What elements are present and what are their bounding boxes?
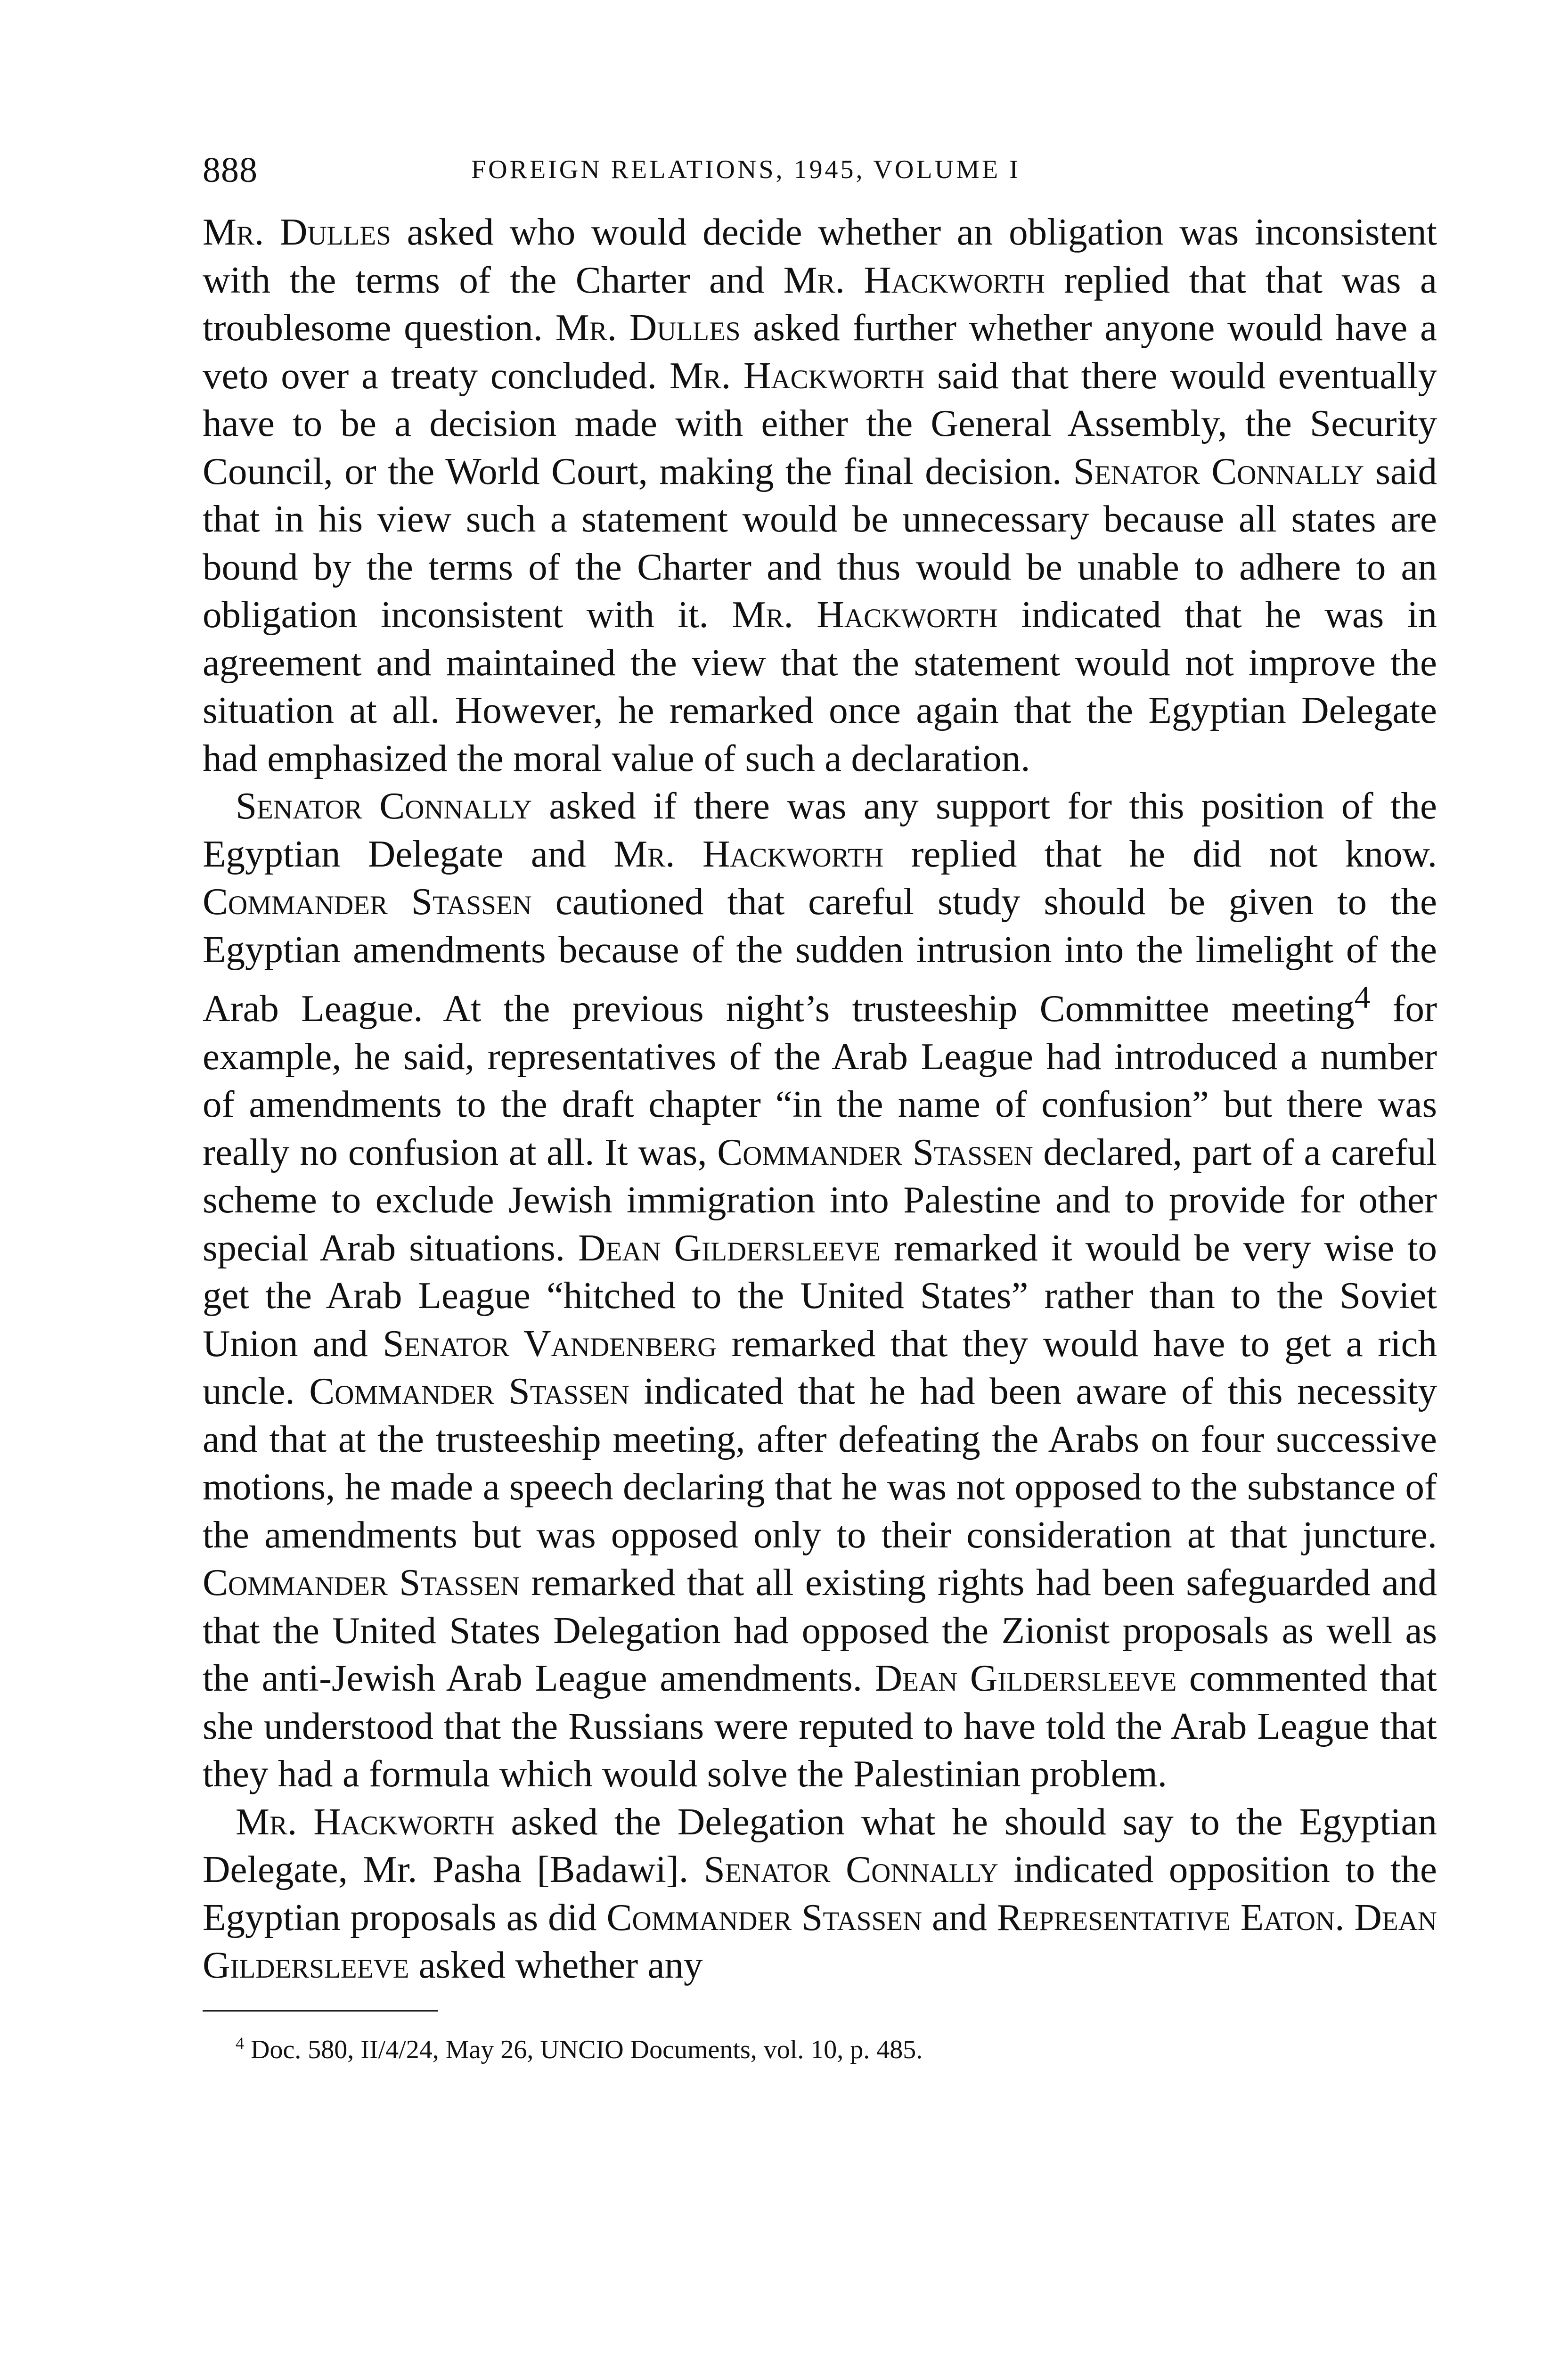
speaker-name: Mr. Hackworth xyxy=(613,832,884,875)
paragraph-text: for example, he said, representatives of the Arab League had introduced a number of amendments to the draft chapter “in the name of confusion” but there was really no confusion at all. It was, xyxy=(203,987,1437,1173)
paragraph-text: asked whether any xyxy=(409,1944,703,1986)
speaker-name: Mr. Hackworth xyxy=(236,1800,495,1843)
speaker-name: Mr. Hackworth xyxy=(783,258,1045,301)
running-title: FOREIGN RELATIONS, 1945, VOLUME I xyxy=(471,155,1021,184)
speaker-name: Mr. Dulles xyxy=(555,306,741,349)
paragraph-text: remarked that all existing rights had been safeguarded and that the United States Delegation had opposed the Zionist proposals as well as the anti-Jewish Arab League amendments. xyxy=(203,1561,1437,1699)
speaker-name: Representative Eaton xyxy=(996,1896,1335,1939)
paragraph-text: indicated opposition to the Egyptian proposals as did xyxy=(203,1848,1437,1939)
footnote-mark: 4 xyxy=(236,2033,244,2053)
paragraph-1 xyxy=(203,208,1437,782)
page-number: 888 xyxy=(203,150,258,190)
paragraph-text: asked if there was any support for this position of the Egyptian Delegate and xyxy=(203,785,1437,875)
paragraph-2 xyxy=(203,782,1437,1798)
paragraph-text: replied that that was a troublesome question. xyxy=(203,258,1437,349)
paragraph-text: asked who would decide whether an obligation was inconsistent with the terms of the Charter and xyxy=(203,211,1437,301)
footnote xyxy=(203,2028,1437,2065)
speaker-name: Mr. Hackworth xyxy=(669,354,925,397)
speaker-name: Commander Stassen xyxy=(606,1896,923,1939)
footnote-reference[interactable]: 4 xyxy=(1354,980,1371,1015)
speaker-name: Senator Connally xyxy=(703,1848,998,1890)
speaker-name: Commander Stassen xyxy=(309,1370,629,1412)
speaker-name: Senator Connally xyxy=(236,785,532,827)
speaker-name: Commander Stassen xyxy=(203,880,532,923)
paragraph-text: . xyxy=(1335,1896,1355,1939)
speaker-name: Dean Gildersleeve xyxy=(203,1896,1437,1986)
speaker-name: Dean Gildersleeve xyxy=(578,1226,881,1269)
paragraph-text: asked further whether anyone would have a veto over a treaty concluded. xyxy=(203,306,1437,397)
footnote-text: Doc. 580, II/4/24, May 26, UNCIO Documents, vol. 10, p. 485. xyxy=(244,2035,923,2064)
speaker-name: Dean Gildersleeve xyxy=(874,1657,1177,1699)
running-header xyxy=(203,150,1437,202)
document-page xyxy=(203,150,1437,2065)
paragraph-text: remarked it would be very wise to get the Arab League “hitched to the United States” rather than to the Soviet Union and xyxy=(203,1226,1437,1365)
paragraph-text: indicated that he was in agreement and maintained the view that the statement would not improve the situation at all. However, he remarked once again that the Egyptian Delegate had emphasized the moral value of such a declaration. xyxy=(203,593,1437,779)
paragraph-text: commented that she understood that the Russians were reputed to have told the Arab League that they had a formula which would solve the Palestinian problem. xyxy=(203,1657,1437,1795)
speaker-name: Commander Stassen xyxy=(717,1130,1033,1173)
paragraph-3 xyxy=(203,1798,1437,1989)
paragraph-text: remarked that they would have to get a rich uncle. xyxy=(203,1322,1437,1412)
paragraph-text: cautioned that careful study should be given to the Egyptian amendments because of the sudden intrusion into the limelight of the Arab League. At the previous night’s trusteeship Committee meeting xyxy=(203,880,1437,1030)
speaker-name: Senator Vandenberg xyxy=(383,1322,717,1365)
paragraph-text: indicated that he had been aware of this necessity and that at the trusteeship meeting, after defeating the Arabs on four successive motions, he made a speech declaring that he was not opposed to the substance of the amendments but was opposed only to their consideration at that juncture. xyxy=(203,1370,1437,1556)
paragraph-text: asked the Delegation what he should say to the Egyptian Delegate, Mr. Pasha [Badawi]. xyxy=(203,1800,1437,1890)
footnote-divider xyxy=(203,2010,438,2012)
speaker-name: Senator Connally xyxy=(1073,450,1364,492)
paragraph-text: said that there would eventually have to be a decision made with either the General Assembly, the Security Council, or the World Court, making the final decision. xyxy=(203,354,1437,492)
paragraph-text: replied that he did not know. xyxy=(883,832,1437,875)
paragraph-text: and xyxy=(922,1896,997,1939)
body-text xyxy=(203,208,1437,1989)
paragraph-text: declared, part of a careful scheme to exclude Jewish immigration into Palestine and to provide for other special Arab situations. xyxy=(203,1130,1437,1269)
speaker-name: Mr. Hackworth xyxy=(732,593,998,636)
paragraph-text: said that in his view such a statement would be unnecessary because all states are bound by the terms of the Charter and thus would be unable to adhere to an obligation inconsistent with it. xyxy=(203,450,1437,636)
speaker-name: Commander Stassen xyxy=(203,1561,520,1603)
speaker-name: Mr. Dulles xyxy=(203,211,391,253)
